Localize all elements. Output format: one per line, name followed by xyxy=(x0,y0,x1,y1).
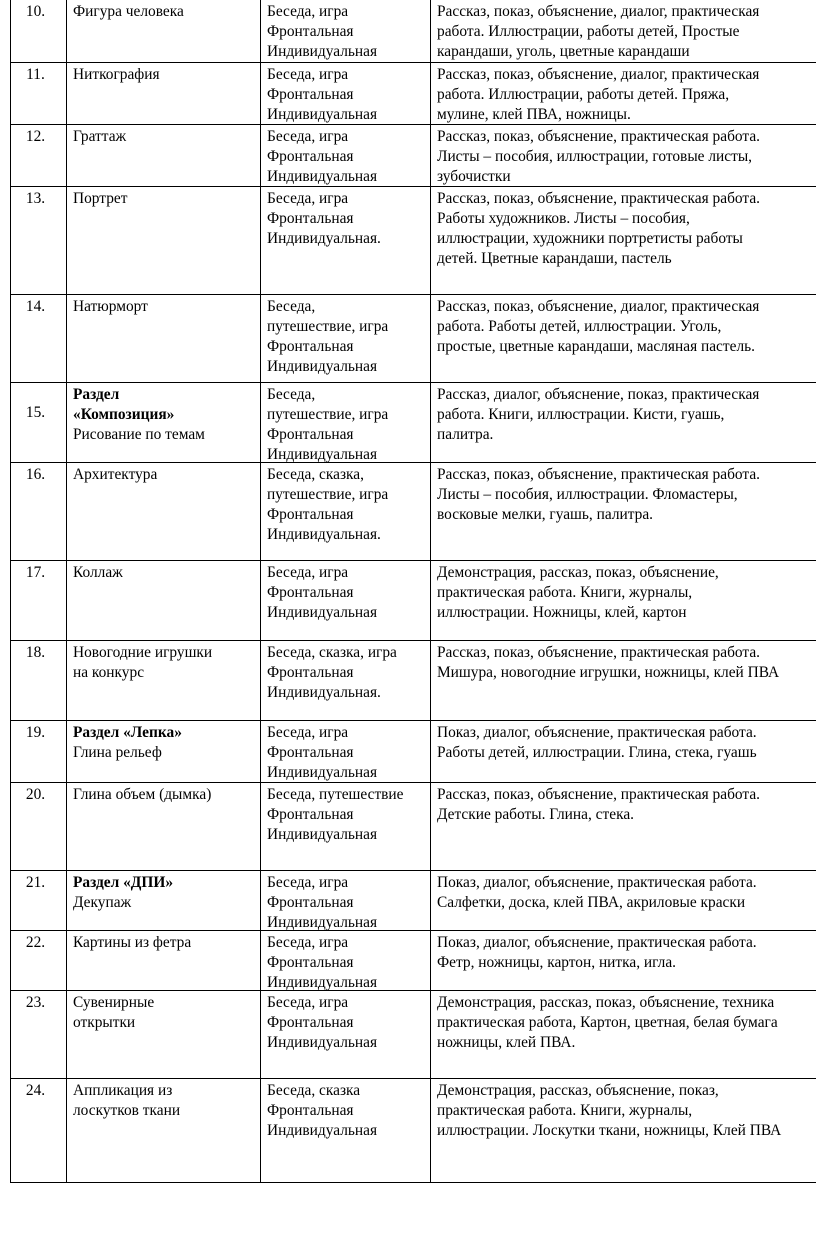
topic-cell xyxy=(66,871,260,930)
cell-text-line: Картины из фетра xyxy=(73,934,192,951)
methods-cell xyxy=(430,383,816,462)
topic-cell xyxy=(66,641,260,720)
cell-text-line: восковые мелки, гуашь, палитра. xyxy=(437,506,654,523)
cell-text-line: Индивидуальная xyxy=(267,43,378,60)
cell-text-line: Фронтальная xyxy=(267,806,354,823)
row-number: 23. xyxy=(10,991,66,1078)
cell-text-line: Рассказ, показ, объяснение, диалог, практическая xyxy=(437,3,760,20)
cell-text-line: Индивидуальная. xyxy=(267,684,381,701)
cell-text-line: Рассказ, показ, объяснение, практическая работа. xyxy=(437,644,760,661)
cell-text-line: Портрет xyxy=(73,190,128,207)
cell-text-line: Беседа, игра xyxy=(267,934,349,951)
methods-cell xyxy=(430,721,816,782)
cell-text-line: Рассказ, показ, объяснение, диалог, практическая xyxy=(437,298,760,315)
methods-cell xyxy=(430,125,816,186)
table-row xyxy=(10,295,816,383)
cell-text-line: Индивидуальная xyxy=(267,106,378,123)
form-cell xyxy=(260,1079,430,1182)
cell-text-line: Рассказ, показ, объяснение, практическая работа. xyxy=(437,786,760,803)
cell-text-line: Детские работы. Глина, стека. xyxy=(437,806,634,823)
cell-text-line: Фронтальная xyxy=(267,584,354,601)
cell-text-line: Показ, диалог, объяснение, практическая работа. xyxy=(437,874,757,891)
row-number: 21. xyxy=(10,871,66,930)
topic-cell xyxy=(66,1079,260,1182)
cell-text-line: Индивидуальная xyxy=(267,914,378,930)
row-number: 17. xyxy=(10,561,66,640)
cell-text-line: Фронтальная xyxy=(267,954,354,971)
section-heading-line: Раздел «ДПИ» xyxy=(73,874,174,891)
cell-text-line: Фронтальная xyxy=(267,744,354,761)
table-row xyxy=(10,871,816,931)
row-number: 10. xyxy=(10,0,66,62)
cell-text-line: Фигура человека xyxy=(73,3,184,20)
methods-cell xyxy=(430,931,816,990)
form-cell xyxy=(260,991,430,1078)
cell-text-line: Рассказ, показ, объяснение, практическая работа. xyxy=(437,190,760,207)
form-cell xyxy=(260,187,430,294)
cell-text-line: Демонстрация, рассказ, показ, объяснение, техника xyxy=(437,994,775,1011)
cell-text-line: Рассказ, показ, объяснение, практическая работа. xyxy=(437,128,760,145)
cell-text-line: Индивидуальная. xyxy=(267,230,381,247)
table-row xyxy=(10,463,816,561)
cell-text-line: Беседа, сказка, xyxy=(267,466,364,483)
cell-text-line: работа. Иллюстрации, работы детей. Пряжа, xyxy=(437,86,730,103)
cell-text-line: детей. Цветные карандаши, пастель xyxy=(437,250,672,267)
cell-text-line: иллюстрации. Ножницы, клей, картон xyxy=(437,604,687,621)
section-heading-line: Раздел «Лепка» xyxy=(73,724,182,741)
cell-text-line: Индивидуальная xyxy=(267,764,378,781)
table-row xyxy=(10,783,816,871)
cell-text-line: Индивидуальная xyxy=(267,358,378,375)
table-row xyxy=(10,931,816,991)
cell-text-line: Рассказ, показ, объяснение, диалог, практическая xyxy=(437,66,760,83)
cell-text-line: Беседа, xyxy=(267,386,316,403)
topic-cell xyxy=(66,0,260,62)
row-number: 11. xyxy=(10,63,66,124)
cell-text-line: Граттаж xyxy=(73,128,127,145)
cell-text-line: карандаши, уголь, цветные карандаши xyxy=(437,43,690,60)
cell-text-line: работа. Работы детей, иллюстрации. Уголь, xyxy=(437,318,722,335)
cell-text-line: Беседа, сказка xyxy=(267,1082,361,1099)
topic-cell xyxy=(66,931,260,990)
cell-text-line: открытки xyxy=(73,1014,136,1031)
table-row xyxy=(10,721,816,783)
table-row xyxy=(10,561,816,641)
row-number: 22. xyxy=(10,931,66,990)
topic-cell xyxy=(66,295,260,382)
cell-text-line: Глина объем (дымка) xyxy=(73,786,212,803)
cell-text-line: Индивидуальная xyxy=(267,604,378,621)
row-number: 12. xyxy=(10,125,66,186)
cell-text-line: Индивидуальная xyxy=(267,1122,378,1139)
table-row xyxy=(10,125,816,187)
methods-cell xyxy=(430,295,816,382)
cell-text-line: Показ, диалог, объяснение, практическая работа. xyxy=(437,934,757,951)
cell-text-line: Фронтальная xyxy=(267,338,354,355)
cell-text-line: на конкурс xyxy=(73,664,145,681)
row-number: 13. xyxy=(10,187,66,294)
cell-text-line: Листы – пособия, иллюстрации. Фломастеры, xyxy=(437,486,738,503)
methods-cell xyxy=(430,991,816,1078)
cell-text-line: работа. Иллюстрации, работы детей, Простые xyxy=(437,23,740,40)
cell-text-line: Фронтальная xyxy=(267,664,354,681)
cell-text-line: Фетр, ножницы, картон, нитка, игла. xyxy=(437,954,677,971)
cell-text-line: Демонстрация, рассказ, объяснение, показ, xyxy=(437,1082,719,1099)
cell-text-line: Мишура, новогодние игрушки, ножницы, клей ПВА xyxy=(437,664,780,681)
cell-text-line: Индивидуальная xyxy=(267,168,378,185)
cell-text-line: Архитектура xyxy=(73,466,158,483)
cell-text-line: Беседа, игра xyxy=(267,3,349,20)
table-row xyxy=(10,0,816,63)
table-row xyxy=(10,1079,816,1183)
form-cell xyxy=(260,783,430,870)
form-cell xyxy=(260,383,430,462)
row-number: 20. xyxy=(10,783,66,870)
cell-text-line: палитра. xyxy=(437,426,494,443)
form-cell xyxy=(260,295,430,382)
methods-cell xyxy=(430,187,816,294)
row-number: 19. xyxy=(10,721,66,782)
form-cell xyxy=(260,463,430,560)
cell-text-line: Рассказ, показ, объяснение, практическая работа. xyxy=(437,466,760,483)
cell-text-line: Аппликация из xyxy=(73,1082,173,1099)
cell-text-line: Фронтальная xyxy=(267,86,354,103)
cell-text-line: зубочистки xyxy=(437,168,511,185)
form-cell xyxy=(260,721,430,782)
topic-cell xyxy=(66,63,260,124)
cell-text-line: Фронтальная xyxy=(267,426,354,443)
cell-text-line: путешествие, игра xyxy=(267,406,389,423)
methods-cell xyxy=(430,1079,816,1182)
cell-text-line: Декупаж xyxy=(73,894,132,911)
topic-cell xyxy=(66,463,260,560)
topic-cell xyxy=(66,721,260,782)
cell-text-line: Фронтальная xyxy=(267,506,354,523)
methods-cell xyxy=(430,641,816,720)
cell-text-line: путешествие, игра xyxy=(267,486,389,503)
methods-cell xyxy=(430,0,816,62)
cell-text-line: работа. Книги, иллюстрации. Кисти, гуашь, xyxy=(437,406,725,423)
cell-text-line: практическая работа. Книги, журналы, xyxy=(437,584,693,601)
cell-text-line: Работы художников. Листы – пособия, xyxy=(437,210,690,227)
row-number: 24. xyxy=(10,1079,66,1182)
cell-text-line: Рассказ, диалог, объяснение, показ, практическая xyxy=(437,386,760,403)
cell-text-line: Показ, диалог, объяснение, практическая работа. xyxy=(437,724,757,741)
row-number: 18. xyxy=(10,641,66,720)
table-row xyxy=(10,991,816,1079)
cell-text-line: Беседа, игра xyxy=(267,994,349,1011)
cell-text-line: Работы детей, иллюстрации. Глина, стека, гуашь xyxy=(437,744,757,761)
cell-text-line: Натюрморт xyxy=(73,298,148,315)
cell-text-line: Индивидуальная xyxy=(267,1034,378,1051)
table-row xyxy=(10,383,816,463)
form-cell xyxy=(260,125,430,186)
cell-text-line: Фронтальная xyxy=(267,23,354,40)
cell-text-line: Новогодние игрушки xyxy=(73,644,213,661)
topic-cell xyxy=(66,783,260,870)
methods-cell xyxy=(430,783,816,870)
cell-text-line: Глина рельеф xyxy=(73,744,162,761)
row-number: 15. xyxy=(10,383,66,462)
methods-cell xyxy=(430,561,816,640)
form-cell xyxy=(260,931,430,990)
cell-text-line: Коллаж xyxy=(73,564,123,581)
cell-text-line: Салфетки, доска, клей ПВА, акриловые краски xyxy=(437,894,746,911)
cell-text-line: Беседа, игра xyxy=(267,190,349,207)
cell-text-line: Беседа, игра xyxy=(267,66,349,83)
cell-text-line: Фронтальная xyxy=(267,148,354,165)
row-number: 16. xyxy=(10,463,66,560)
cell-text-line: Фронтальная xyxy=(267,1014,354,1031)
table-row xyxy=(10,641,816,721)
cell-text-line: Беседа, игра xyxy=(267,564,349,581)
form-cell xyxy=(260,641,430,720)
cell-text-line: мулине, клей ПВА, ножницы. xyxy=(437,106,631,123)
cell-text-line: иллюстрации, художники портретисты работы xyxy=(437,230,743,247)
cell-text-line: практическая работа. Книги, журналы, xyxy=(437,1102,693,1119)
cell-text-line: Индивидуальная xyxy=(267,446,378,462)
cell-text-line: Беседа, xyxy=(267,298,316,315)
table-row xyxy=(10,63,816,125)
cell-text-line: Индивидуальная xyxy=(267,826,378,843)
cell-text-line: Рисование по темам xyxy=(73,426,205,443)
cell-text-line: Индивидуальная xyxy=(267,974,378,990)
cell-text-line: Индивидуальная. xyxy=(267,526,381,543)
form-cell xyxy=(260,561,430,640)
cell-text-line: лоскутков ткани xyxy=(73,1102,181,1119)
cell-text-line: простые, цветные карандаши, масляная пастель. xyxy=(437,338,755,355)
methods-cell xyxy=(430,463,816,560)
cell-text-line: Ниткография xyxy=(73,66,160,83)
form-cell xyxy=(260,63,430,124)
topic-cell xyxy=(66,383,260,462)
cell-text-line: Беседа, игра xyxy=(267,128,349,145)
topic-cell xyxy=(66,125,260,186)
cell-text-line: практическая работа, Картон, цветная, белая бумага xyxy=(437,1014,778,1031)
lesson-plan-table xyxy=(10,0,816,1183)
cell-text-line: Листы – пособия, иллюстрации, готовые листы, xyxy=(437,148,753,165)
cell-text-line: Беседа, игра xyxy=(267,724,349,741)
cell-text-line: путешествие, игра xyxy=(267,318,389,335)
cell-text-line: Сувенирные xyxy=(73,994,155,1011)
table-row xyxy=(10,187,816,295)
methods-cell xyxy=(430,871,816,930)
topic-cell xyxy=(66,561,260,640)
cell-text-line: иллюстрации. Лоскутки ткани, ножницы, Клей ПВА xyxy=(437,1122,782,1139)
form-cell xyxy=(260,0,430,62)
section-heading-line: «Композиция» xyxy=(73,406,175,423)
cell-text-line: Беседа, сказка, игра xyxy=(267,644,397,661)
cell-text-line: Фронтальная xyxy=(267,894,354,911)
cell-text-line: Беседа, путешествие xyxy=(267,786,404,803)
cell-text-line: Демонстрация, рассказ, показ, объяснение, xyxy=(437,564,719,581)
row-number: 14. xyxy=(10,295,66,382)
form-cell xyxy=(260,871,430,930)
methods-cell xyxy=(430,63,816,124)
cell-text-line: Фронтальная xyxy=(267,210,354,227)
topic-cell xyxy=(66,991,260,1078)
topic-cell xyxy=(66,187,260,294)
cell-text-line: ножницы, клей ПВА. xyxy=(437,1034,576,1051)
section-heading-line: Раздел xyxy=(73,386,120,403)
cell-text-line: Беседа, игра xyxy=(267,874,349,891)
cell-text-line: Фронтальная xyxy=(267,1102,354,1119)
